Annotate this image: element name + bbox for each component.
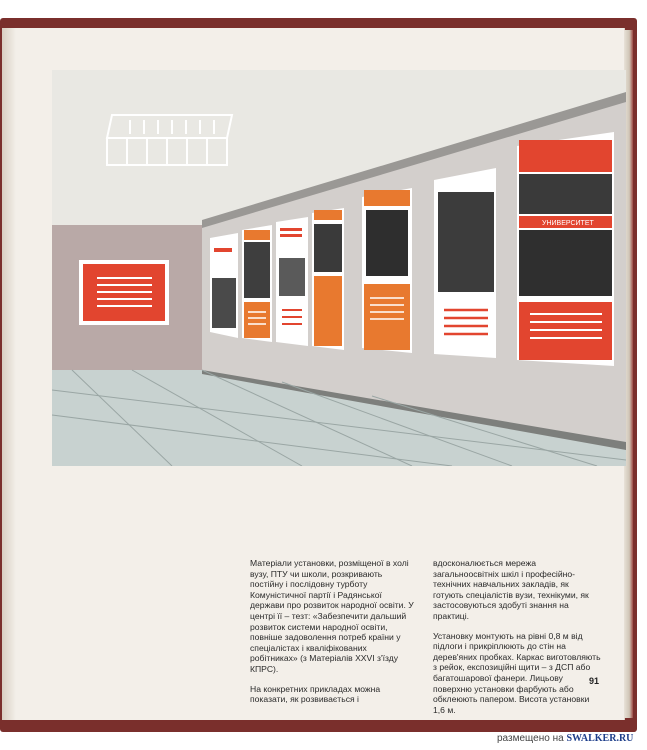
right-paragraph-2: Установку монтують на рівні 0,8 м від підлоги і прикріплюють до стін на дерев'яних пробках. Каркас виготовляють з рейок, експозиційні щити – з ДСП або багатошарової фанери. Лицьову поверхню установки фарбують або обклеюють папером. Висота установки 1,6 м. — [433, 630, 601, 715]
left-text-column — [250, 558, 415, 714]
watermark[interactable] — [497, 733, 633, 744]
left-paragraph-2: На конкретних прикладах можна показати, як розвивається і — [250, 683, 381, 705]
right-text-column — [433, 558, 601, 724]
page-number: 91 — [589, 676, 600, 686]
left-paragraph-1: Матеріали установки, розміщеної в холі вузу, ПТУ чи школи, розкривають постійну і послідовну турботу Комуністичної партії і Радянської держави про розвиток народної освіти. У центрі її – тезт: «Забезпечити дальший розвиток системи народної освіти, повніше задоволення потреб країни у спеціалістах і кваліфікованих робітниках» (з Матеріалів XXVI з'їзду КПРС). — [250, 558, 414, 674]
stand-heading: УНИВЕРСИТЕТ — [542, 220, 594, 227]
right-paragraph-1: вдосконалюється мережа загальноосвітніх шкіл і професійно-технічних навчальних закладів, як готують спеціалістів вузи, технікуми, як застосовуються здобуті знання на практиці. — [433, 558, 589, 621]
watermark-prefix: размещено на — [497, 733, 564, 744]
page-gutter — [2, 28, 16, 720]
exhibition-illustration — [52, 70, 626, 466]
watermark-site: SWALKER.RU — [566, 733, 634, 744]
